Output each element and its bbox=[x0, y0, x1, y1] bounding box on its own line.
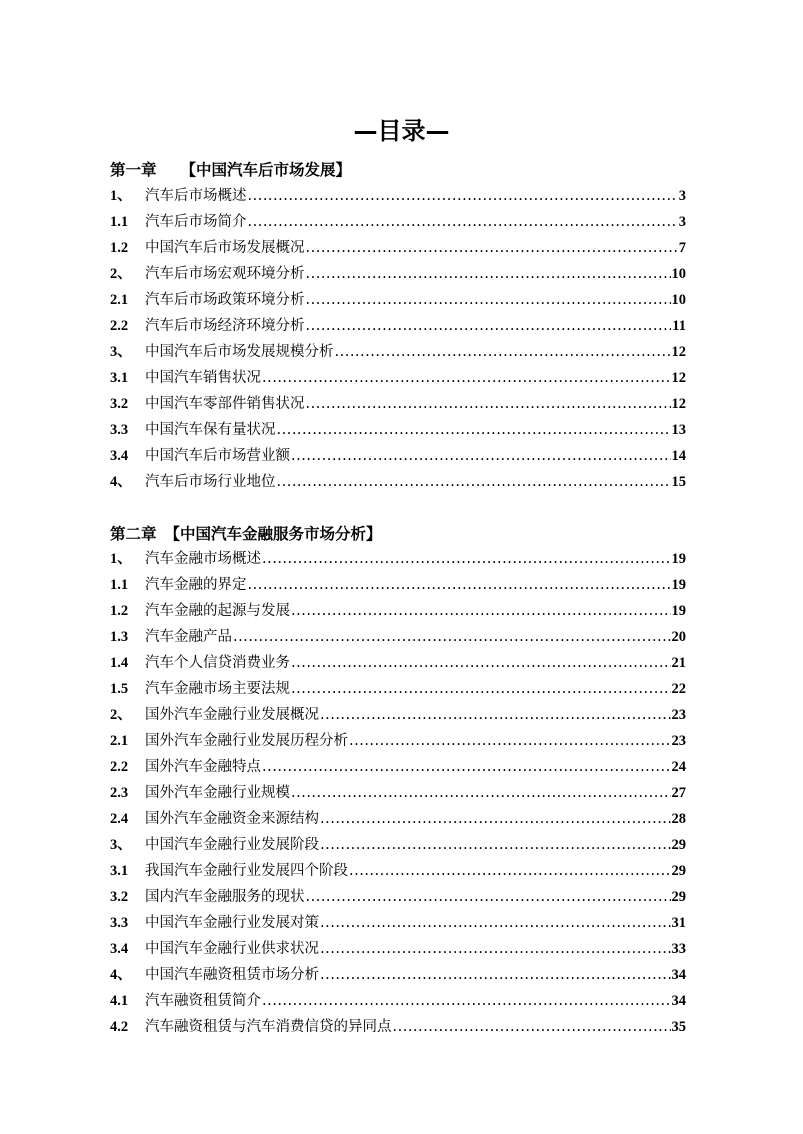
entry-number: 3.4 bbox=[110, 448, 129, 464]
toc-entry[interactable] bbox=[110, 417, 686, 443]
entry-number: 1.4 bbox=[110, 655, 129, 671]
dot-leader bbox=[291, 676, 671, 702]
toc-entry[interactable] bbox=[110, 339, 686, 365]
entry-number: 3.2 bbox=[110, 889, 129, 905]
entry-number: 1、 bbox=[110, 188, 132, 204]
entry-page: 13 bbox=[671, 422, 686, 438]
entry-page: 11 bbox=[672, 318, 686, 334]
entry-number: 4.2 bbox=[110, 1019, 129, 1035]
dot-leader bbox=[393, 1014, 671, 1040]
toc-entry[interactable] bbox=[110, 728, 686, 754]
entry-page: 19 bbox=[671, 551, 686, 567]
entry-title: 汽车金融市场概述 bbox=[145, 551, 261, 567]
entry-title: 国外汽车金融行业发展历程分析 bbox=[145, 733, 348, 749]
entry-page: 14 bbox=[671, 448, 686, 464]
entry-page: 27 bbox=[671, 785, 686, 801]
toc-entry[interactable] bbox=[110, 676, 686, 702]
chapter-title: 【中国汽车后市场发展】 bbox=[180, 161, 352, 179]
dot-leader bbox=[306, 884, 671, 910]
entry-title: 国外汽车金融行业发展概况 bbox=[145, 707, 319, 723]
dot-leader bbox=[320, 702, 671, 728]
entry-title: 汽车后市场宏观环境分析 bbox=[145, 266, 305, 282]
dot-leader bbox=[306, 235, 678, 261]
entry-number: 1.1 bbox=[110, 577, 129, 593]
dot-leader bbox=[306, 261, 671, 287]
toc-entry[interactable] bbox=[110, 650, 686, 676]
entry-number: 1.2 bbox=[110, 240, 129, 256]
toc-entry[interactable] bbox=[110, 962, 686, 988]
toc-entry[interactable] bbox=[110, 910, 686, 936]
entry-title: 中国汽车零部件销售状况 bbox=[145, 396, 305, 412]
entry-number: 4、 bbox=[110, 967, 132, 983]
entry-page: 33 bbox=[671, 941, 686, 957]
dot-leader bbox=[306, 313, 672, 339]
dot-leader bbox=[262, 365, 671, 391]
entry-title: 汽车后市场政策环境分析 bbox=[145, 292, 305, 308]
entry-number: 2.2 bbox=[110, 759, 129, 775]
entry-title: 汽车金融产品 bbox=[145, 629, 232, 645]
dot-leader bbox=[277, 469, 671, 495]
dot-leader bbox=[349, 858, 671, 884]
entry-title: 国外汽车金融资金来源结构 bbox=[145, 811, 319, 827]
entry-page: 34 bbox=[671, 993, 686, 1009]
toc-entry[interactable] bbox=[110, 443, 686, 469]
chapter-title: 【中国汽车金融服务市场分析】 bbox=[164, 525, 382, 543]
toc-entry[interactable] bbox=[110, 235, 686, 261]
entry-page: 10 bbox=[671, 266, 686, 282]
dot-leader bbox=[262, 988, 671, 1014]
toc-entry[interactable] bbox=[110, 313, 686, 339]
entry-page: 20 bbox=[671, 629, 686, 645]
dot-leader bbox=[248, 572, 671, 598]
entry-title: 中国汽车销售状况 bbox=[145, 370, 261, 386]
dot-leader bbox=[320, 832, 671, 858]
toc-entry[interactable] bbox=[110, 884, 686, 910]
toc-entry[interactable] bbox=[110, 209, 686, 235]
dot-leader bbox=[277, 417, 671, 443]
toc-entry[interactable] bbox=[110, 858, 686, 884]
chapter-number: 第二章 bbox=[110, 525, 157, 543]
entry-number: 1.5 bbox=[110, 681, 129, 697]
entry-number: 4、 bbox=[110, 474, 132, 490]
toc-entry[interactable] bbox=[110, 1014, 686, 1040]
entry-title: 汽车金融市场主要法规 bbox=[145, 681, 290, 697]
toc-entry[interactable] bbox=[110, 780, 686, 806]
toc-entry[interactable] bbox=[110, 806, 686, 832]
entry-page: 15 bbox=[671, 474, 686, 490]
entry-page: 34 bbox=[671, 967, 686, 983]
entry-number: 2、 bbox=[110, 707, 132, 723]
toc-entry[interactable] bbox=[110, 261, 686, 287]
entry-page: 19 bbox=[671, 577, 686, 593]
dot-leader bbox=[349, 728, 671, 754]
dot-leader bbox=[320, 962, 671, 988]
toc-entry[interactable] bbox=[110, 183, 686, 209]
entry-title: 汽车后市场经济环境分析 bbox=[145, 318, 305, 334]
entry-title: 我国汽车金融行业发展四个阶段 bbox=[145, 863, 348, 879]
entry-page: 31 bbox=[671, 915, 686, 931]
dot-leader bbox=[291, 443, 671, 469]
toc-entry[interactable] bbox=[110, 754, 686, 780]
entry-page: 29 bbox=[671, 837, 686, 853]
entry-title: 汽车融资租赁简介 bbox=[145, 993, 261, 1009]
entry-title: 国外汽车金融特点 bbox=[145, 759, 261, 775]
entry-title: 汽车个人信贷消费业务 bbox=[145, 655, 290, 671]
toc-entry[interactable] bbox=[110, 624, 686, 650]
entry-page: 10 bbox=[671, 292, 686, 308]
toc-list-chapter-2 bbox=[110, 546, 686, 1040]
dot-leader bbox=[335, 339, 671, 365]
dot-leader bbox=[306, 287, 671, 313]
entry-page: 24 bbox=[671, 759, 686, 775]
dot-leader bbox=[233, 624, 671, 650]
entry-number: 2.2 bbox=[110, 318, 129, 334]
page-title: —目录— bbox=[353, 117, 450, 145]
entry-number: 2.4 bbox=[110, 811, 129, 827]
entry-page: 28 bbox=[671, 811, 686, 827]
toc-entry[interactable] bbox=[110, 598, 686, 624]
entry-number: 1.1 bbox=[110, 214, 129, 230]
toc-entry[interactable] bbox=[110, 469, 686, 495]
dot-leader bbox=[262, 546, 671, 572]
entry-title: 中国汽车后市场营业额 bbox=[145, 448, 290, 464]
toc-entry[interactable] bbox=[110, 287, 686, 313]
entry-title: 中国汽车保有量状况 bbox=[145, 422, 276, 438]
dot-leader bbox=[291, 598, 671, 624]
entry-number: 1、 bbox=[110, 551, 132, 567]
entry-page: 23 bbox=[671, 707, 686, 723]
dot-leader bbox=[262, 754, 671, 780]
entry-page: 35 bbox=[671, 1019, 686, 1035]
dot-leader bbox=[248, 183, 678, 209]
dot-leader bbox=[291, 780, 671, 806]
entry-title: 中国汽车金融行业发展对策 bbox=[145, 915, 319, 931]
entry-number: 3.1 bbox=[110, 370, 129, 386]
chapter-heading-2 bbox=[110, 522, 690, 546]
dot-leader bbox=[320, 910, 671, 936]
entry-title: 汽车金融的起源与发展 bbox=[145, 603, 290, 619]
entry-title: 中国汽车金融行业发展阶段 bbox=[145, 837, 319, 853]
entry-title: 国内汽车金融服务的现状 bbox=[145, 889, 305, 905]
entry-title: 汽车后市场简介 bbox=[145, 214, 247, 230]
entry-number: 2.3 bbox=[110, 785, 129, 801]
entry-page: 12 bbox=[671, 396, 686, 412]
toc-entry[interactable] bbox=[110, 572, 686, 598]
toc-list-chapter-1 bbox=[110, 183, 686, 495]
entry-page: 7 bbox=[678, 240, 686, 256]
entry-page: 29 bbox=[671, 889, 686, 905]
dot-leader bbox=[320, 936, 671, 962]
entry-number: 3.4 bbox=[110, 941, 129, 957]
entry-page: 23 bbox=[671, 733, 686, 749]
entry-number: 3、 bbox=[110, 344, 132, 360]
entry-title: 中国汽车金融行业供求状况 bbox=[145, 941, 319, 957]
dot-leader bbox=[320, 806, 671, 832]
entry-number: 1.3 bbox=[110, 629, 129, 645]
toc-entry[interactable] bbox=[110, 391, 686, 417]
entry-title: 汽车后市场行业地位 bbox=[145, 474, 276, 490]
entry-title: 中国汽车后市场发展规模分析 bbox=[145, 344, 334, 360]
entry-number: 1.2 bbox=[110, 603, 129, 619]
toc-entry[interactable] bbox=[110, 546, 686, 572]
entry-number: 3.2 bbox=[110, 396, 129, 412]
toc-entry[interactable] bbox=[110, 936, 686, 962]
entry-title: 汽车融资租赁与汽车消费信贷的异同点 bbox=[145, 1019, 392, 1035]
entry-page: 12 bbox=[671, 344, 686, 360]
entry-number: 2.1 bbox=[110, 292, 129, 308]
toc-entry[interactable] bbox=[110, 365, 686, 391]
entry-number: 3.3 bbox=[110, 422, 129, 438]
entry-title: 国外汽车金融行业规模 bbox=[145, 785, 290, 801]
entry-page: 22 bbox=[671, 681, 686, 697]
entry-number: 3.3 bbox=[110, 915, 129, 931]
dot-leader bbox=[291, 650, 671, 676]
toc-entry[interactable] bbox=[110, 988, 686, 1014]
entry-title: 汽车金融的界定 bbox=[145, 577, 247, 593]
entry-page: 19 bbox=[671, 603, 686, 619]
toc-entry[interactable] bbox=[110, 702, 686, 728]
chapter-heading-1 bbox=[110, 158, 690, 182]
entry-number: 2、 bbox=[110, 266, 132, 282]
dot-leader bbox=[306, 391, 671, 417]
entry-number: 4.1 bbox=[110, 993, 129, 1009]
dot-leader bbox=[248, 209, 678, 235]
chapter-number: 第一章 bbox=[110, 161, 157, 179]
toc-entry[interactable] bbox=[110, 832, 686, 858]
entry-page: 21 bbox=[671, 655, 686, 671]
entry-number: 3、 bbox=[110, 837, 132, 853]
entry-title: 中国汽车融资租赁市场分析 bbox=[145, 967, 319, 983]
entry-number: 2.1 bbox=[110, 733, 129, 749]
entry-number: 3.1 bbox=[110, 863, 129, 879]
entry-title: 中国汽车后市场发展概况 bbox=[145, 240, 305, 256]
entry-page: 29 bbox=[671, 863, 686, 879]
entry-page: 3 bbox=[678, 188, 686, 204]
entry-page: 3 bbox=[678, 214, 686, 230]
entry-title: 汽车后市场概述 bbox=[145, 188, 247, 204]
entry-page: 12 bbox=[671, 370, 686, 386]
